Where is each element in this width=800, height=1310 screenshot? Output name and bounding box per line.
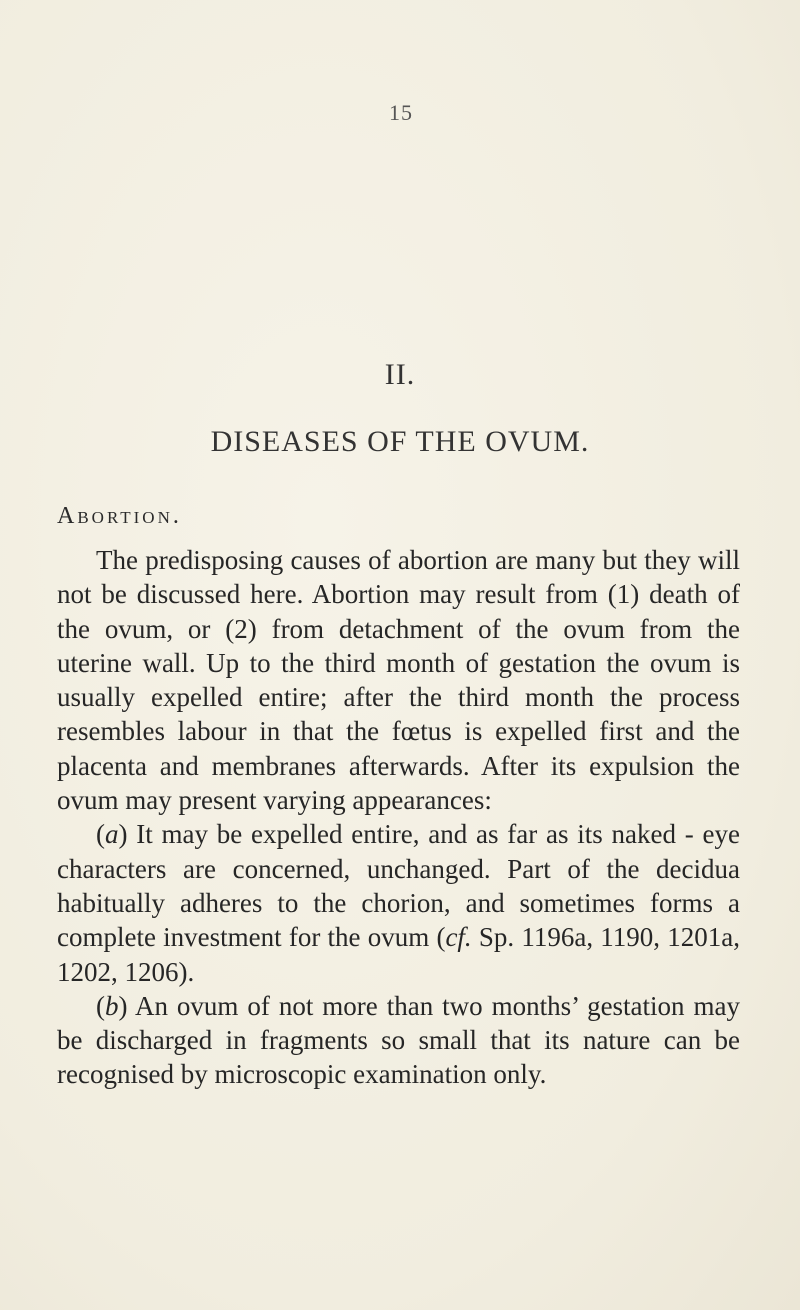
intro-paragraph <box>57 543 740 817</box>
paragraph-a-cf: cf. <box>445 922 472 953</box>
intro-text: The predisposing causes of abortion are many but they will not be discussed here. Abortion may result from (1) death of the ovum, or (2) from detachment of the ovum from the uterine wall. Up to the third month of gestation the ovum is usually expelled entire; after the third month the process resembles labour in that the fœtus is expelled first and the placenta and membranes afterwards. After its expulsion the ovum may present varying appearances: <box>57 545 740 816</box>
paragraph-a-label: a <box>105 819 119 850</box>
body-text <box>57 543 740 1092</box>
page-number: 15 <box>389 100 413 125</box>
paragraph-a-text: It may be expelled entire, and as far as its naked - eye characters are concerned, unchanged. Part of the decidua habitually adheres to the chorion, and sometimes forms a complete investment for the ovum ( <box>57 819 740 953</box>
chapter-numeral: II. <box>384 358 416 391</box>
paragraph-b: (b) An ovum of not more than two months’ gestation may be discharged in fragments so small that its nature can be recognised by microscopic examination only. <box>57 990 740 1090</box>
chapter-title: DISEASES OF THE OVUM. <box>210 425 590 458</box>
paragraph-b-label: b <box>105 990 119 1021</box>
paragraph-a: (a) It may be expelled entire, and as far as its naked - eye characters are concerned, unchanged. Part of the decidua habitually adheres to the chorion, and sometimes forms a complete investment for the ovum (cf. Sp. 1196a, 1190, 1201a, 1202, 1206). <box>57 819 740 987</box>
section-heading: Abortion. <box>57 503 182 529</box>
paragraph-a-refs: Sp. 1196a, 1190, 1201a, 1202, 1206). <box>57 922 740 987</box>
paragraph-b-text: An ovum of not more than two months’ gestation may be discharged in fragments so small that its nature can be recognised by microscopic examination only. <box>57 990 740 1090</box>
